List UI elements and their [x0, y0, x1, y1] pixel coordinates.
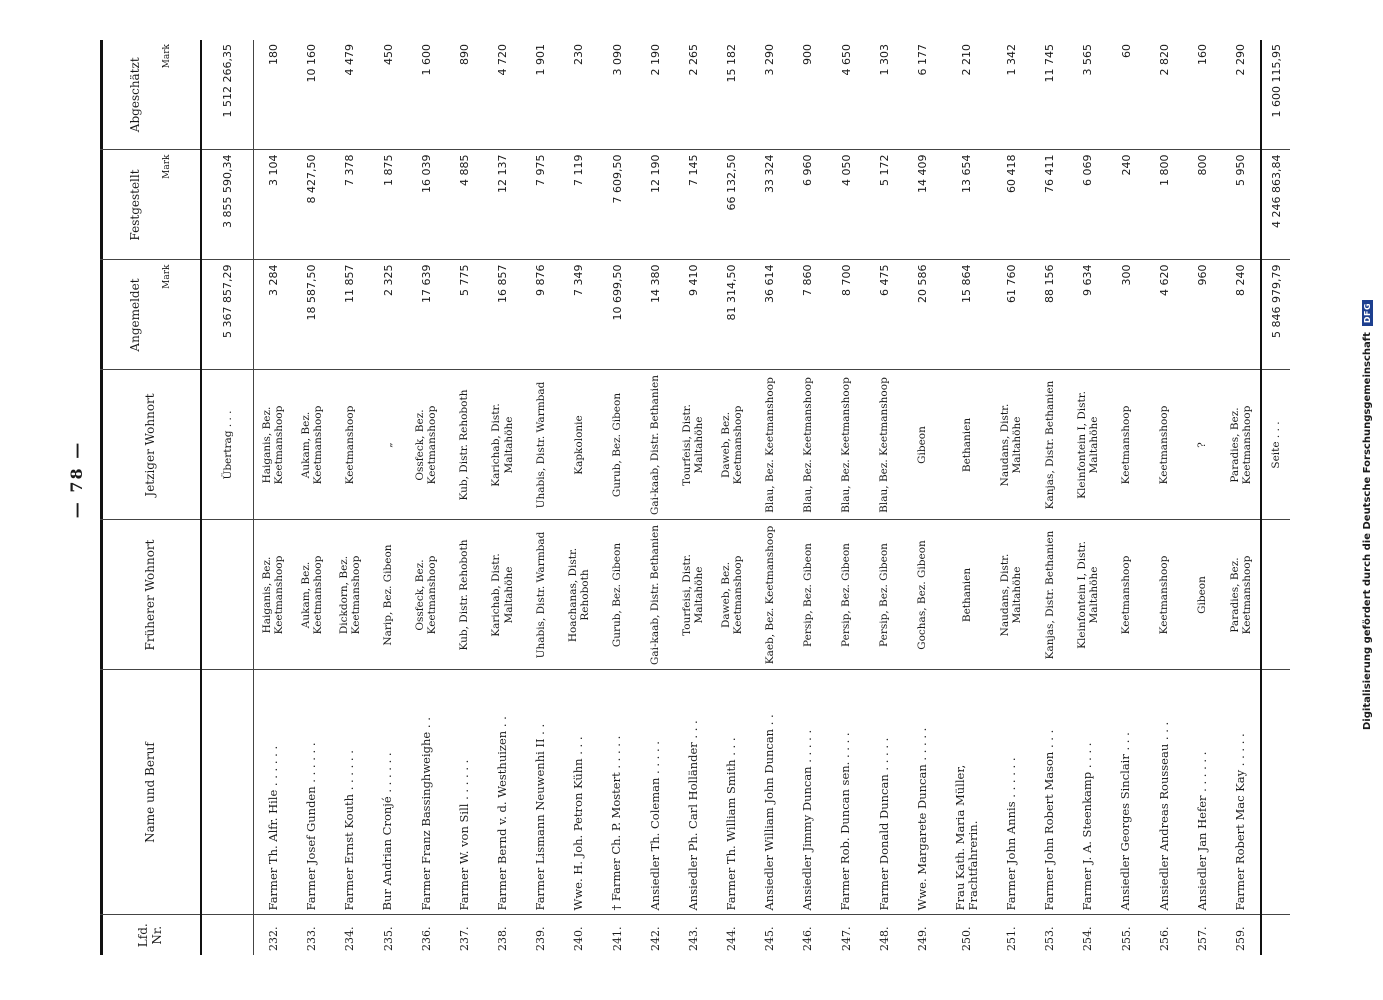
- row-angemeldet: 9 876: [522, 260, 560, 370]
- header-festgestellt: [100, 150, 201, 260]
- row-prev-residence: Kaeb, Bez. Keetmanshoop: [751, 520, 789, 670]
- header-angemeldet: [100, 260, 201, 370]
- table-row: [331, 40, 369, 955]
- total-nr: [1261, 915, 1290, 955]
- row-nr: 256.: [1157, 926, 1171, 951]
- row-abgeschaetzt: 1 342: [992, 40, 1030, 150]
- row-prev-residence: Aukam, Bez. Keetmanshoop: [293, 520, 331, 670]
- row-nr: 237.: [457, 926, 471, 951]
- row-prev-residence: Persip, Bez. Gibeon: [865, 520, 903, 670]
- row-curr-residence: Kanjas, Distr. Bethanien: [1031, 370, 1069, 520]
- table-row: [712, 40, 750, 955]
- table-row: [293, 40, 331, 955]
- row-angemeldet: 2 325: [369, 260, 407, 370]
- table-row: [903, 40, 941, 955]
- row-name: Farmer Franz Bassinghweighe . .: [407, 670, 445, 915]
- watermark-text: Digitalisierung gefördert durch die Deutsche Forschungsgemeinschaft: [1362, 332, 1373, 730]
- table-row: [636, 40, 674, 955]
- carry-abgeschaetzt: 1 512 266,35: [201, 40, 254, 150]
- row-name: Wwe. H. Joh. Petron Kühn . . .: [560, 670, 598, 915]
- table-row: [598, 40, 636, 955]
- row-curr-residence: Blau, Bez. Keetmanshoop: [751, 370, 789, 520]
- row-festgestellt: 14 409: [903, 150, 941, 260]
- row-name: Farmer Rob. Duncan sen. . . . .: [827, 670, 865, 915]
- row-nr: 253.: [1043, 926, 1057, 951]
- total-name: [1261, 670, 1290, 915]
- row-nr: 245.: [763, 926, 777, 951]
- table-row: [254, 40, 293, 955]
- row-curr-residence: Naudans, Distr. Maltahöhe: [992, 370, 1030, 520]
- row-name: Farmer Bernd v. d. Westhuizen . .: [483, 670, 521, 915]
- row-name: Farmer Josef Gunden . . . . . .: [293, 670, 331, 915]
- row-angemeldet: 6 475: [865, 260, 903, 370]
- row-festgestellt: 6 069: [1069, 150, 1107, 260]
- row-festgestellt: 76 411: [1031, 150, 1069, 260]
- header-abgeschaetzt: [100, 40, 201, 150]
- table-row: [1107, 40, 1145, 955]
- row-nr: 238.: [496, 926, 510, 951]
- row-curr-residence: Bethanien: [942, 370, 993, 520]
- row-angemeldet: 61 760: [992, 260, 1030, 370]
- row-festgestellt: 7 975: [522, 150, 560, 260]
- row-nr: 255.: [1119, 926, 1133, 951]
- row-angemeldet: 3 284: [254, 260, 293, 370]
- row-abgeschaetzt: 10 160: [293, 40, 331, 150]
- table-row: [445, 40, 483, 955]
- row-abgeschaetzt: 180: [254, 40, 293, 150]
- row-name: Farmer Th. Alfr. Hile . . . . . .: [254, 670, 293, 915]
- row-festgestellt: 3 104: [254, 150, 293, 260]
- row-curr-residence: Daweb, Bez. Keetmanshoop: [712, 370, 750, 520]
- table-row: [674, 40, 712, 955]
- table-row: [1183, 40, 1221, 955]
- row-nr: 239.: [534, 926, 548, 951]
- row-angemeldet: 17 639: [407, 260, 445, 370]
- row-nr: 248.: [877, 926, 891, 951]
- row-festgestellt: 33 324: [751, 150, 789, 260]
- row-curr-residence: Gai-kaab, Distr. Bethanien: [636, 370, 674, 520]
- row-angemeldet: 960: [1183, 260, 1221, 370]
- row-name: Farmer Ernst Kouth . . . . . .: [331, 670, 369, 915]
- table-row: [1221, 40, 1261, 955]
- row-prev-residence: Narip, Bez. Gibeon: [369, 520, 407, 670]
- row-nr: 233.: [305, 926, 319, 951]
- row-curr-residence: Blau, Bez. Keetmanshoop: [865, 370, 903, 520]
- row-name: Bur Andrian Cronjé . . . . . .: [369, 670, 407, 915]
- row-curr-residence: Karichab, Distr. Maltahöhe: [483, 370, 521, 520]
- row-curr-residence: Kapkolonie: [560, 370, 598, 520]
- row-name: Ansiedler Th. Coleman . . . . .: [636, 670, 674, 915]
- header-nr: Lfd. Nr.: [100, 915, 201, 955]
- row-prev-residence: Hoachanas, Distr. Rehoboth: [560, 520, 598, 670]
- total-abgeschaetzt: 1 600 115,95: [1261, 40, 1290, 150]
- row-angemeldet: 5 775: [445, 260, 483, 370]
- row-angemeldet: 8 700: [827, 260, 865, 370]
- row-angemeldet: 4 620: [1145, 260, 1183, 370]
- header-prev: Früherer Wohnort: [100, 520, 201, 670]
- ledger-table-rotated: [100, 40, 1290, 955]
- row-abgeschaetzt: 230: [560, 40, 598, 150]
- row-festgestellt: 7 378: [331, 150, 369, 260]
- header-abgeschaetzt-unit: Mark: [162, 44, 172, 69]
- row-angemeldet: 16 857: [483, 260, 521, 370]
- row-prev-residence: Paradies, Bez. Keetmanshoop: [1221, 520, 1261, 670]
- row-abgeschaetzt: 3 290: [751, 40, 789, 150]
- row-prev-residence: Keetmanshoop: [1107, 520, 1145, 670]
- row-nr: 247.: [839, 926, 853, 951]
- row-name: Farmer John Annis . . . . . .: [992, 670, 1030, 915]
- table-row: [1069, 40, 1107, 955]
- row-curr-residence: Paradies, Bez. Keetmanshoop: [1221, 370, 1261, 520]
- row-name: Farmer John Robert Mason . . .: [1031, 670, 1069, 915]
- row-prev-residence: Gochas, Bez. Gibeon: [903, 520, 941, 670]
- row-name: Farmer Lismann Neuwenhi II . .: [522, 670, 560, 915]
- header-abgeschaetzt-label: Abgeschätzt: [128, 57, 142, 133]
- row-festgestellt: 12 190: [636, 150, 674, 260]
- row-festgestellt: 1 875: [369, 150, 407, 260]
- row-abgeschaetzt: 3 090: [598, 40, 636, 150]
- row-abgeschaetzt: 6 177: [903, 40, 941, 150]
- row-festgestellt: 7 119: [560, 150, 598, 260]
- row-angemeldet: 7 349: [560, 260, 598, 370]
- carry-label: Übertrag . . .: [201, 370, 254, 520]
- row-festgestellt: 240: [1107, 150, 1145, 260]
- row-prev-residence: Kleinfontein I, Distr. Maltahöhe: [1069, 520, 1107, 670]
- row-abgeschaetzt: 890: [445, 40, 483, 150]
- row-angemeldet: 9 634: [1069, 260, 1107, 370]
- table-row: [751, 40, 789, 955]
- row-festgestellt: 5 950: [1221, 150, 1261, 260]
- row-curr-residence: Gurub, Bez. Gibeon: [598, 370, 636, 520]
- row-name: Ansiedler Jimmy Duncan . . . . .: [789, 670, 827, 915]
- row-prev-residence: Kanjas, Distr. Bethanien: [1031, 520, 1069, 670]
- table-row: [992, 40, 1030, 955]
- row-angemeldet: 20 586: [903, 260, 941, 370]
- row-prev-residence: Gai-kaab, Distr. Bethanien: [636, 520, 674, 670]
- table-row: [522, 40, 560, 955]
- row-name: Farmer Robert Mac Kay . . . . .: [1221, 670, 1261, 915]
- table-row: [560, 40, 598, 955]
- row-prev-residence: Dickdorn, Bez. Keetmanshoop: [331, 520, 369, 670]
- row-festgestellt: 8 427,50: [293, 150, 331, 260]
- row-angemeldet: 11 857: [331, 260, 369, 370]
- row-nr: 236.: [419, 926, 433, 951]
- table-row: [407, 40, 445, 955]
- row-name: Farmer Th. William Smith . . .: [712, 670, 750, 915]
- row-prev-residence: Bethanien: [942, 520, 993, 670]
- carry-nr: [201, 915, 254, 955]
- row-curr-residence: Uhabis, Distr. Warmbad: [522, 370, 560, 520]
- row-prev-residence: Ossfeck, Bez. Keetmanshoop: [407, 520, 445, 670]
- row-prev-residence: Kub, Distr. Rehoboth: [445, 520, 483, 670]
- row-nr: 240.: [572, 926, 586, 951]
- row-name: Ansiedler William John Duncan . .: [751, 670, 789, 915]
- total-festgestellt: 4 246 863,84: [1261, 150, 1290, 260]
- row-name: Frau Kath. Maria Müller, Frachtfahrerin.: [942, 670, 993, 915]
- row-prev-residence: Gurub, Bez. Gibeon: [598, 520, 636, 670]
- row-festgestellt: 60 418: [992, 150, 1030, 260]
- row-nr: 250.: [960, 926, 974, 951]
- total-label: Seite . . .: [1261, 370, 1290, 520]
- row-name: Ansiedler Georges Sinclair . . .: [1107, 670, 1145, 915]
- row-name: Ansiedler Ph. Carl Holländer . . .: [674, 670, 712, 915]
- row-nr: 235.: [381, 926, 395, 951]
- row-abgeschaetzt: 160: [1183, 40, 1221, 150]
- row-prev-residence: Haiganis, Bez. Keetmanshoop: [254, 520, 293, 670]
- row-angemeldet: 9 410: [674, 260, 712, 370]
- row-name: Ansiedler Andreas Rousseau . . .: [1145, 670, 1183, 915]
- row-prev-residence: Gibeon: [1183, 520, 1221, 670]
- table-row: [1031, 40, 1069, 955]
- row-festgestellt: 66 132,50: [712, 150, 750, 260]
- table-header-row: [100, 40, 201, 955]
- row-nr: 254.: [1081, 926, 1095, 951]
- total-prev: [1261, 520, 1290, 670]
- row-abgeschaetzt: 450: [369, 40, 407, 150]
- table-row: [865, 40, 903, 955]
- row-abgeschaetzt: 2 210: [942, 40, 993, 150]
- row-festgestellt: 5 172: [865, 150, 903, 260]
- row-name: Farmer W. von Sill . . . . . .: [445, 670, 483, 915]
- page-number: — 78 —: [67, 440, 87, 519]
- row-abgeschaetzt: 4 720: [483, 40, 521, 150]
- carry-festgestellt: 3 855 590,34: [201, 150, 254, 260]
- row-name: Farmer Donald Duncan . . . . .: [865, 670, 903, 915]
- row-curr-residence: Keetmanshoop: [1145, 370, 1183, 520]
- row-abgeschaetzt: 60: [1107, 40, 1145, 150]
- row-curr-residence: „: [369, 370, 407, 520]
- row-curr-residence: Keetmanshoop: [1107, 370, 1145, 520]
- row-abgeschaetzt: 15 182: [712, 40, 750, 150]
- row-nr: 251.: [1004, 926, 1018, 951]
- row-abgeschaetzt: 11 745: [1031, 40, 1069, 150]
- header-festgestellt-unit: Mark: [162, 154, 172, 179]
- row-nr: 246.: [801, 926, 815, 951]
- row-festgestellt: 1 800: [1145, 150, 1183, 260]
- row-prev-residence: Persip, Bez. Gibeon: [789, 520, 827, 670]
- row-nr: 232.: [266, 926, 280, 951]
- row-festgestellt: 7 145: [674, 150, 712, 260]
- row-angemeldet: 8 240: [1221, 260, 1261, 370]
- table-row: [827, 40, 865, 955]
- row-prev-residence: Persip, Bez. Gibeon: [827, 520, 865, 670]
- row-prev-residence: Karichab, Distr. Maltahöhe: [483, 520, 521, 670]
- row-abgeschaetzt: 3 565: [1069, 40, 1107, 150]
- row-abgeschaetzt: 900: [789, 40, 827, 150]
- table-row: [483, 40, 521, 955]
- row-nr: 259.: [1234, 926, 1248, 951]
- page-total-row: [1261, 40, 1290, 955]
- table-row: [789, 40, 827, 955]
- row-festgestellt: 13 654: [942, 150, 993, 260]
- row-angemeldet: 81 314,50: [712, 260, 750, 370]
- row-angemeldet: 15 864: [942, 260, 993, 370]
- row-nr: 257.: [1195, 926, 1209, 951]
- row-abgeschaetzt: 2 190: [636, 40, 674, 150]
- row-curr-residence: Kub, Distr. Rehoboth: [445, 370, 483, 520]
- table-row: [942, 40, 993, 955]
- row-curr-residence: Blau, Bez. Keetmanshoop: [827, 370, 865, 520]
- dfg-logo: DFG: [1362, 300, 1373, 326]
- row-nr: 241.: [610, 926, 624, 951]
- row-curr-residence: Ossfeck, Bez. Keetmanshoop: [407, 370, 445, 520]
- row-nr: 249.: [915, 926, 929, 951]
- row-abgeschaetzt: 1 600: [407, 40, 445, 150]
- header-name: Name und Beruf: [100, 670, 201, 915]
- row-curr-residence: Kleinfontein I, Distr. Maltahöhe: [1069, 370, 1107, 520]
- row-angemeldet: 14 380: [636, 260, 674, 370]
- row-angemeldet: 300: [1107, 260, 1145, 370]
- carry-prev: [201, 520, 254, 670]
- row-prev-residence: Daweb, Bez. Keetmanshoop: [712, 520, 750, 670]
- row-festgestellt: 6 960: [789, 150, 827, 260]
- header-angemeldet-unit: Mark: [162, 264, 172, 289]
- row-abgeschaetzt: 4 479: [331, 40, 369, 150]
- ledger-table: [100, 40, 1290, 955]
- row-angemeldet: 36 614: [751, 260, 789, 370]
- row-prev-residence: Keetmanshoop: [1145, 520, 1183, 670]
- carry-name: [201, 670, 254, 915]
- carry-over-row: [201, 40, 254, 955]
- row-curr-residence: Gibeon: [903, 370, 941, 520]
- row-name: Ansiedler Jan Hefer . . . . . .: [1183, 670, 1221, 915]
- table-row: [369, 40, 407, 955]
- row-nr: 234.: [343, 926, 357, 951]
- row-festgestellt: 16 039: [407, 150, 445, 260]
- row-prev-residence: Uhabis, Distr. Warmbad: [522, 520, 560, 670]
- row-angemeldet: 7 860: [789, 260, 827, 370]
- carry-angemeldet: 5 367 857,29: [201, 260, 254, 370]
- row-angemeldet: 88 156: [1031, 260, 1069, 370]
- row-angemeldet: 10 699,50: [598, 260, 636, 370]
- row-abgeschaetzt: 2 290: [1221, 40, 1261, 150]
- row-abgeschaetzt: 2 820: [1145, 40, 1183, 150]
- row-nr: 243.: [686, 926, 700, 951]
- row-curr-residence: Aukam, Bez. Keetmanshoop: [293, 370, 331, 520]
- header-angemeldet-label: Angemeldet: [128, 278, 142, 352]
- row-curr-residence: Haiganis, Bez. Keetmanshoop: [254, 370, 293, 520]
- row-abgeschaetzt: 1 901: [522, 40, 560, 150]
- row-angemeldet: 18 587,50: [293, 260, 331, 370]
- header-festgestellt-label: Festgestellt: [128, 169, 142, 241]
- row-festgestellt: 4 050: [827, 150, 865, 260]
- row-abgeschaetzt: 1 303: [865, 40, 903, 150]
- row-name: Wwe. Margarete Duncan . . . . .: [903, 670, 941, 915]
- row-festgestellt: 12 137: [483, 150, 521, 260]
- row-prev-residence: Tourfeisi, Distr. Maltahöhe: [674, 520, 712, 670]
- row-nr: 244.: [725, 926, 739, 951]
- row-abgeschaetzt: 4 650: [827, 40, 865, 150]
- row-nr: 242.: [648, 926, 662, 951]
- row-curr-residence: ?: [1183, 370, 1221, 520]
- row-festgestellt: 800: [1183, 150, 1221, 260]
- header-curr: Jetziger Wohnort: [100, 370, 201, 520]
- row-festgestellt: 4 885: [445, 150, 483, 260]
- row-name: Farmer J. A. Steenkamp . . . .: [1069, 670, 1107, 915]
- row-curr-residence: Blau, Bez. Keetmanshoop: [789, 370, 827, 520]
- row-curr-residence: Tourfeisi, Distr. Maltahöhe: [674, 370, 712, 520]
- row-curr-residence: Keetmanshoop: [331, 370, 369, 520]
- row-festgestellt: 7 609,50: [598, 150, 636, 260]
- row-abgeschaetzt: 2 265: [674, 40, 712, 150]
- row-prev-residence: Naudans, Distr. Maltahöhe: [992, 520, 1030, 670]
- table-row: [1145, 40, 1183, 955]
- total-angemeldet: 5 846 979,79: [1261, 260, 1290, 370]
- row-name: † Farmer Ch. P. Mostert . . . . .: [598, 670, 636, 915]
